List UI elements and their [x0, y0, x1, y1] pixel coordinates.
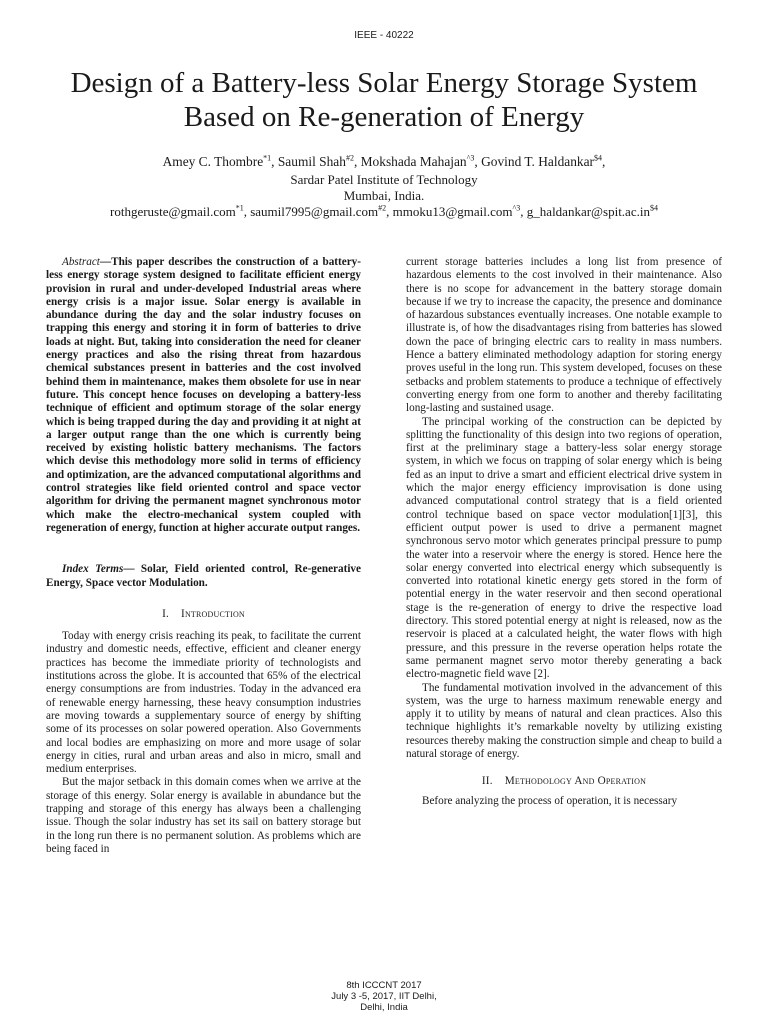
index-terms: Index Terms— Solar, Field oriented control, Re-generative Energy, Space vector Modulation.: [46, 563, 361, 589]
footer-location: Delhi, India: [360, 1002, 408, 1013]
section-title: Methodology And Operation: [504, 775, 647, 788]
author-email: mmoku13@gmail.com: [392, 204, 513, 219]
author-list: Amey C. Thombre$^{*1}$, Saumil Shah$^{\#2}$, Mokshada Mahajan$^{\^{}3}$, Govind T. Haldankar$^{\$4}$,: [162, 153, 606, 169]
body-paragraph: The fundamental motivation involved in the advancement of this system, was the urge to harness maximum renewable energy and apply it to utility by means of natural and clean practices. Also this technique highlights it’s remarkable novelty by utilizing existing resources thereby making the construction simple and cheap to build a natural storage of energy.: [406, 681, 722, 760]
index-terms-label: Index Terms: [62, 563, 124, 576]
affiliation-institute: Sardar Patel Institute of Technology: [290, 172, 478, 187]
abstract-label: Abstract: [62, 256, 100, 268]
affiliation-location: Mumbai, India.: [343, 188, 425, 203]
author-mark: *1: [263, 153, 272, 163]
email-mark: $4: [649, 203, 658, 213]
email-mark: #2: [378, 203, 387, 213]
right-column: [406, 256, 722, 808]
body-paragraph: Today with energy crisis reaching its peak, to facilitate the current industry and domestic needs, effective, efficient and cleaner energy practices has become the immediate priority of technologists and institutions across the globe. It is accounted that 65% of the electrical energy consumptions are from industries. Today in the advanced era of renewable energy harnessing, these heavy consumption industries are moving towards a supplementary source of energy by shifting some of its processes on solar powered operation. Also Governments and local bodies are emphasizing on more and more usage of solar energy in cities, rural and urban areas and also in micro, small and medium enterprises.: [46, 630, 361, 776]
author-name: Amey C. Thombre: [162, 154, 264, 169]
abstract-text: This paper describes the construction of a battery-less energy storage system designed to facilitate efficient energy provision in rural and under-developed Industrial areas where energy crisis is a major issue. Solar energy is available in abundance during the day and the solar industry focuses on trapping this energy and storing it in form of batteries to drive loads at night. But, taking into consideration the need for cleaner energy practices and also the rising threat from hazardous chemical substances present in batteries and the cost involved behind them in maintenance, makes them obsolete for use in near future. This concept hence focuses on developing a battery-less technique of efficient and optimum storage of the solar energy which is being trapped during the day and providing it at night at a larger output range than the one which is currently being received by existing holistic battery mechanisms. The factors which devise this methodology more solid in terms of efficiency and optimization, are the advanced computational algorithms and control strategies like field oriented control and space vector algorithm for driving the permanent magnet synchronous motor which make the electro-mechanical system coupled with regeneration of energy, function at higher accurate output ranges.: [46, 256, 361, 534]
email-list: rothgeruste@gmail.com$^{*1}$, saumil7995@gmail.com$^{\#2}$, mmoku13@gmail.com$^{\^{}3}$, $g\_haldankar@spit.ac.in^{\$4}$: [110, 203, 658, 219]
footer-conference: 8th ICCCNT 2017: [346, 980, 422, 991]
author-mark: #2: [345, 153, 354, 163]
paper-title: [20, 66, 748, 134]
body-paragraph: Before analyzing the process of operation, it is necessary: [422, 794, 678, 807]
author-name: Mokshada Mahajan: [360, 154, 467, 169]
page-footer: [0, 980, 768, 1013]
author-mark: $4: [594, 153, 603, 163]
body-paragraph: But the major setback in this domain comes when we arrive at the storage of this energy. Solar energy is available in abundance but the trapping and storage of this energy has always been a challenging issue. Though the solar industry has set its sail on battery storage but in the long run there is no permanent solution. As problems which are being faced in: [46, 776, 361, 855]
section-title: Introduction: [181, 607, 245, 620]
section-heading-methodology: II. Methodology And Operation: [481, 775, 647, 788]
email-mark: *1: [235, 203, 244, 213]
author-name: Saumil Shah: [277, 154, 346, 169]
section-heading-introduction: I. Introduction: [162, 607, 245, 620]
body-paragraph-continued: current storage batteries includes a long list from presence of hazardous elements to the cost involved in their maintenance. Also there is no scope for advancement in the battery storage domain because if we try to increase the capacity, the presence and dominance of hazardous substances eventually increases. One notable example to illustrate is, of how the disadvantages rising from batteries has slowed down the pace of bringing electric cars to reality in mass numbers. Hence a battery eliminated methodology adaption for storing energy proves useful in the long run. This system developed, focuses on these setbacks and problem statements to produce a technique of effectively converting energy from one form to another and thereby facilitating long-lasting and sustained usage.: [406, 256, 722, 415]
author-name: Govind T. Haldankar: [481, 154, 595, 169]
title-line-1: Design of a Battery-less Solar Energy Storage System: [70, 67, 698, 99]
author-email: g_haldankar@spit.ac.in: [526, 204, 650, 219]
footer-dates: July 3 -5, 2017, IIT Delhi,: [331, 991, 437, 1002]
left-column: [46, 256, 361, 856]
title-line-2: Based on Re-generation of Energy: [183, 101, 585, 133]
author-email: rothgeruste@gmail.com: [110, 204, 236, 219]
author-mark: ^3: [466, 153, 475, 163]
body-paragraph: The principal working of the construction can be depicted by splitting the functionality of this design into two regions of operation, first at the preliminary stage a battery-less solar energy storage system, in which we focus on trapping of solar energy which is being fed as an input to drive a smart and efficient electrical drive system in which the major energy efficiency improvisation is done using advanced computational control strategy that is a field oriented control technique based on space vector modulation[1][3], this efficient output power is used to drive a permanent magnet synchronous servo motor which generates principal pressure to pump the water into a reservoir where the energy is stored. Hence here the solar energy converted into electrical energy which subsequently is converted into rotational kinetic energy gets stored in the form of potential energy in the water reservoir and then second operational stage is the re-generation of energy to drive the respective load directory. This stored potential energy at night is released, now as the reservoir is placed at a calculated height, the water flows with high pressure, and this pressure in the reverse operation helps rotate the same permanent magnet servo motor thereby generating a back electro-magnetic field wave [2].: [406, 415, 722, 681]
email-mark: ^3: [512, 203, 521, 213]
conference-id: IEEE - 40222: [354, 30, 414, 41]
abstract: Abstract—This paper describes the construction of a battery-less energy storage system designed to facilitate efficient energy provision in rural and under-developed Industrial areas where energy crisis is a major issue. Solar energy is available in abundance during the day and the solar industry focuses on trapping this energy and storing it in form of batteries to drive loads at night. But, taking into consideration the need for cleaner energy practices and also the rising threat from hazardous chemical substances present in batteries and the cost involved behind them in maintenance, makes them obsolete for use in near future. This concept hence focuses on developing a battery-less technique of efficient and optimum storage of the solar energy which is being trapped during the day and providing it at night at a larger output range than the one which is currently being received by existing holistic battery mechanisms. The factors which devise this methodology more solid in terms of efficiency and optimization, are the advanced computational algorithms and control strategies like field oriented control and space vector algorithm for driving the permanent magnet synchronous motor which make the electro-mechanical system coupled with regeneration of energy, function at higher accurate output ranges.: [46, 256, 361, 534]
authors-block: [0, 154, 768, 220]
author-email: saumil7995@gmail.com: [250, 204, 379, 219]
index-terms-text: Solar, Field oriented control, Re-generative Energy, Space vector Modulation.: [46, 563, 361, 589]
